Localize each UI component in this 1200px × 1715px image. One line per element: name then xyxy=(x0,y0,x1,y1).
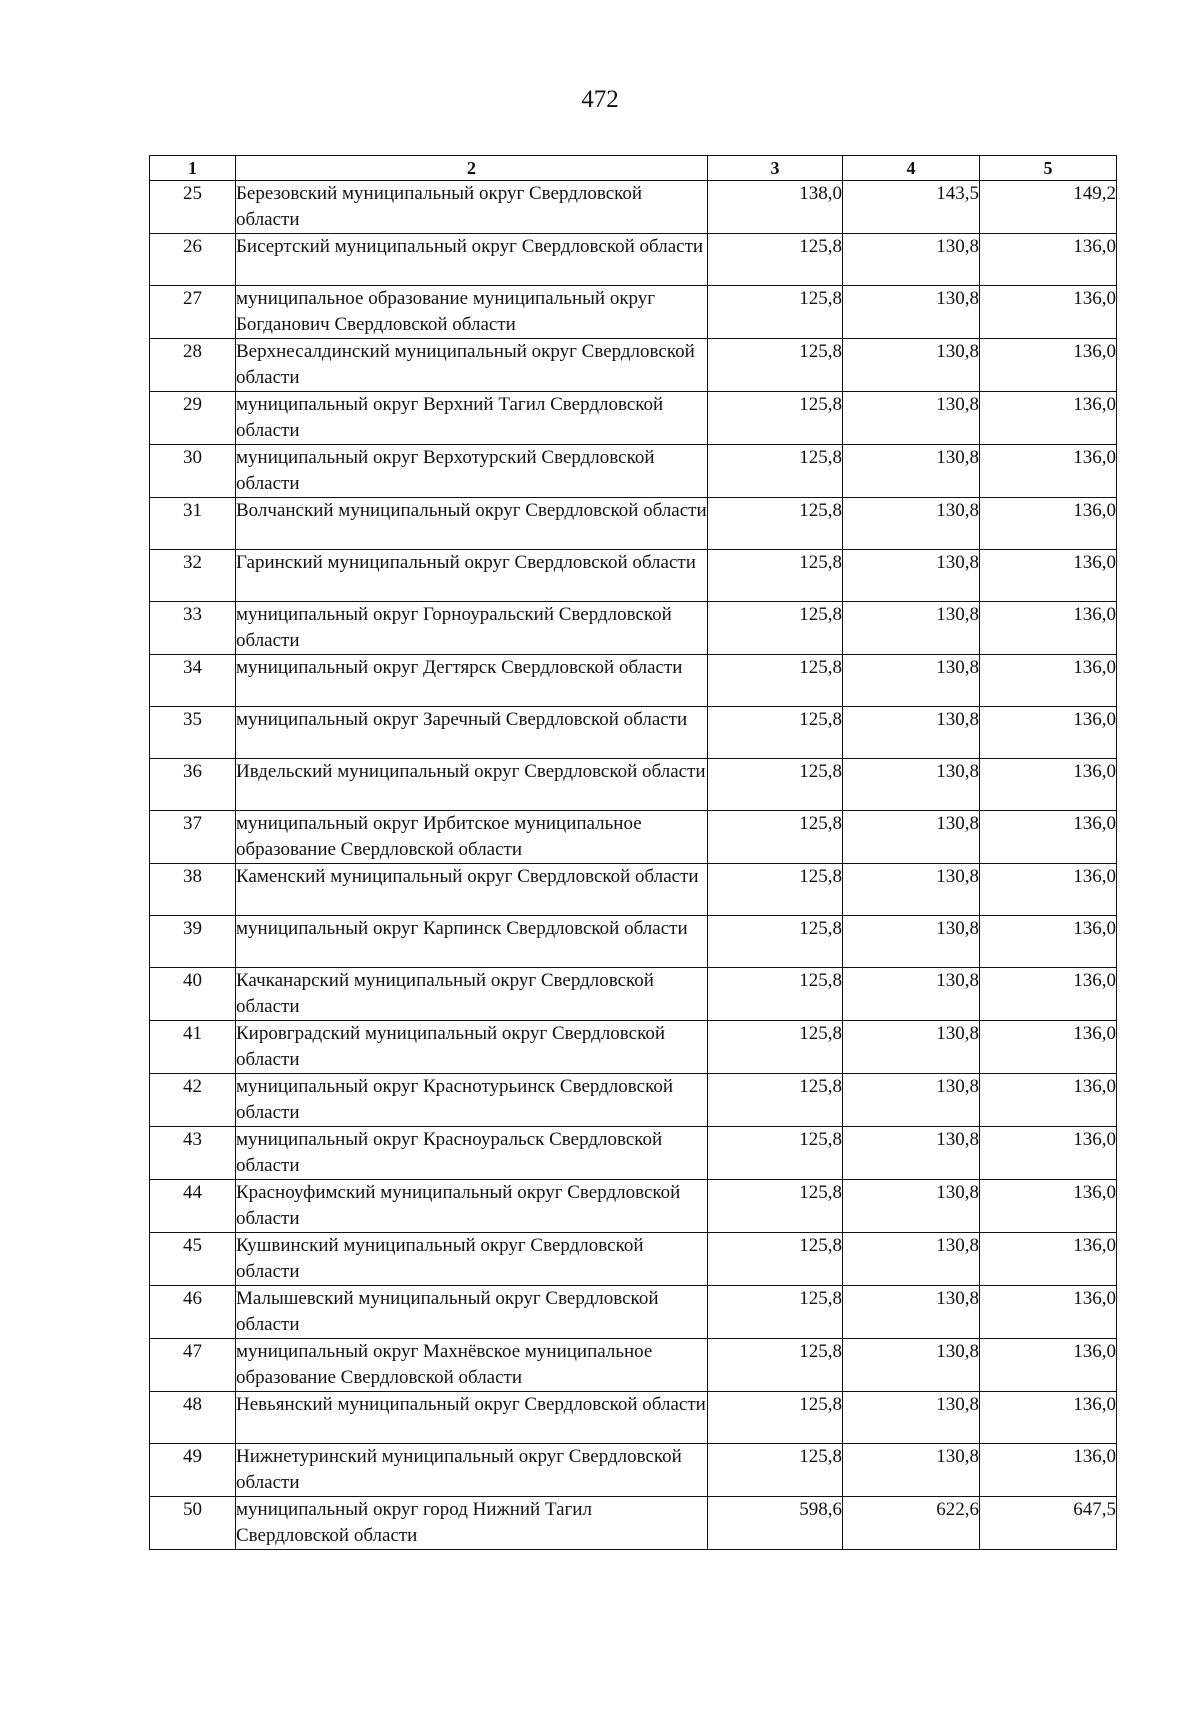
table-row xyxy=(150,602,1117,655)
row-number-cell: 32 xyxy=(150,550,236,602)
row-number-cell: 30 xyxy=(150,445,236,498)
municipality-name-cell: Каменский муниципальный округ Свердловской области xyxy=(236,864,708,916)
value-cell-col5: 136,0 xyxy=(980,445,1117,498)
value-cell-col4: 130,8 xyxy=(843,811,980,864)
row-number-cell: 37 xyxy=(150,811,236,864)
table-row xyxy=(150,445,1117,498)
value-cell-col5: 136,0 xyxy=(980,1339,1117,1392)
value-cell-col4: 130,8 xyxy=(843,498,980,550)
municipality-name-cell: Бисертский муниципальный округ Свердловской области xyxy=(236,234,708,286)
table-row xyxy=(150,1074,1117,1127)
value-cell-col5: 136,0 xyxy=(980,1180,1117,1233)
municipality-name-cell: муниципальный округ Махнёвское муниципальное образование Свердловской области xyxy=(236,1339,708,1392)
value-cell-col5: 136,0 xyxy=(980,759,1117,811)
value-cell-col4: 130,8 xyxy=(843,339,980,392)
municipality-name-cell: муниципальный округ Краснотурьинск Свердловской области xyxy=(236,1074,708,1127)
value-cell-col5: 136,0 xyxy=(980,707,1117,759)
row-number-cell: 50 xyxy=(150,1497,236,1550)
value-cell-col5: 136,0 xyxy=(980,1021,1117,1074)
row-number-cell: 36 xyxy=(150,759,236,811)
value-cell-col5: 136,0 xyxy=(980,392,1117,445)
row-number-cell: 38 xyxy=(150,864,236,916)
value-cell-col3: 125,8 xyxy=(708,498,843,550)
table-row xyxy=(150,234,1117,286)
value-cell-col5: 136,0 xyxy=(980,1286,1117,1339)
row-number-cell: 41 xyxy=(150,1021,236,1074)
municipality-name-cell: Красноуфимский муниципальный округ Свердловской области xyxy=(236,1180,708,1233)
municipality-name-cell: Волчанский муниципальный округ Свердловской области xyxy=(236,498,708,550)
value-cell-col3: 125,8 xyxy=(708,1074,843,1127)
row-number-cell: 26 xyxy=(150,234,236,286)
municipality-name-cell: муниципальный округ Ирбитское муниципальное образование Свердловской области xyxy=(236,811,708,864)
table-row xyxy=(150,339,1117,392)
value-cell-col5: 136,0 xyxy=(980,1074,1117,1127)
value-cell-col3: 125,8 xyxy=(708,1021,843,1074)
value-cell-col4: 130,8 xyxy=(843,234,980,286)
value-cell-col3: 125,8 xyxy=(708,286,843,339)
table-row xyxy=(150,811,1117,864)
row-number-cell: 46 xyxy=(150,1286,236,1339)
value-cell-col4: 130,8 xyxy=(843,759,980,811)
header-cell: 1 xyxy=(150,156,236,181)
value-cell-col3: 138,0 xyxy=(708,181,843,234)
value-cell-col3: 125,8 xyxy=(708,759,843,811)
row-number-cell: 49 xyxy=(150,1444,236,1497)
municipality-name-cell: Березовский муниципальный округ Свердловской области xyxy=(236,181,708,234)
table-row xyxy=(150,498,1117,550)
table-row xyxy=(150,392,1117,445)
table-row xyxy=(150,707,1117,759)
value-cell-col5: 136,0 xyxy=(980,1127,1117,1180)
value-cell-col3: 125,8 xyxy=(708,811,843,864)
value-cell-col3: 125,8 xyxy=(708,445,843,498)
row-number-cell: 34 xyxy=(150,655,236,707)
value-cell-col5: 136,0 xyxy=(980,968,1117,1021)
value-cell-col4: 130,8 xyxy=(843,1021,980,1074)
row-number-cell: 35 xyxy=(150,707,236,759)
value-cell-col4: 130,8 xyxy=(843,1339,980,1392)
value-cell-col3: 125,8 xyxy=(708,707,843,759)
row-number-cell: 40 xyxy=(150,968,236,1021)
value-cell-col4: 130,8 xyxy=(843,968,980,1021)
value-cell-col4: 130,8 xyxy=(843,655,980,707)
municipality-name-cell: муниципальный округ Горноуральский Свердловской области xyxy=(236,602,708,655)
table-row xyxy=(150,1180,1117,1233)
value-cell-col4: 130,8 xyxy=(843,707,980,759)
header-cell: 2 xyxy=(236,156,708,181)
table-row xyxy=(150,916,1117,968)
row-number-cell: 25 xyxy=(150,181,236,234)
value-cell-col5: 136,0 xyxy=(980,602,1117,655)
municipality-name-cell: Ивдельский муниципальный округ Свердловской области xyxy=(236,759,708,811)
value-cell-col4: 130,8 xyxy=(843,602,980,655)
value-cell-col5: 136,0 xyxy=(980,498,1117,550)
municipality-name-cell: муниципальный округ Верхний Тагил Свердловской области xyxy=(236,392,708,445)
table-row xyxy=(150,1339,1117,1392)
table-row xyxy=(150,1286,1117,1339)
value-cell-col4: 130,8 xyxy=(843,1127,980,1180)
value-cell-col3: 125,8 xyxy=(708,1392,843,1444)
page-number: 472 xyxy=(581,86,619,113)
value-cell-col3: 125,8 xyxy=(708,550,843,602)
row-number-cell: 31 xyxy=(150,498,236,550)
value-cell-col3: 125,8 xyxy=(708,392,843,445)
table-body xyxy=(150,181,1117,1550)
municipality-name-cell: Качканарский муниципальный округ Свердловской области xyxy=(236,968,708,1021)
municipality-name-cell: муниципальный округ город Нижний Тагил Свердловской области xyxy=(236,1497,708,1550)
value-cell-col3: 125,8 xyxy=(708,234,843,286)
municipality-name-cell: Верхнесалдинский муниципальный округ Свердловской области xyxy=(236,339,708,392)
municipality-name-cell: муниципальное образование муниципальный округ Богданович Свердловской области xyxy=(236,286,708,339)
value-cell-col4: 130,8 xyxy=(843,392,980,445)
value-cell-col3: 125,8 xyxy=(708,1286,843,1339)
row-number-cell: 29 xyxy=(150,392,236,445)
value-cell-col3: 125,8 xyxy=(708,916,843,968)
table-row xyxy=(150,1497,1117,1550)
table-row xyxy=(150,1444,1117,1497)
value-cell-col5: 136,0 xyxy=(980,286,1117,339)
municipality-name-cell: Гаринский муниципальный округ Свердловской области xyxy=(236,550,708,602)
municipality-name-cell: Кировградский муниципальный округ Свердловской области xyxy=(236,1021,708,1074)
row-number-cell: 39 xyxy=(150,916,236,968)
value-cell-col3: 125,8 xyxy=(708,1339,843,1392)
value-cell-col4: 143,5 xyxy=(843,181,980,234)
row-number-cell: 48 xyxy=(150,1392,236,1444)
row-number-cell: 43 xyxy=(150,1127,236,1180)
value-cell-col3: 125,8 xyxy=(708,1180,843,1233)
municipality-name-cell: муниципальный округ Дегтярск Свердловской области xyxy=(236,655,708,707)
row-number-cell: 47 xyxy=(150,1339,236,1392)
table-row xyxy=(150,655,1117,707)
municipality-name-cell: муниципальный округ Заречный Свердловской области xyxy=(236,707,708,759)
header-cell: 4 xyxy=(843,156,980,181)
value-cell-col3: 125,8 xyxy=(708,968,843,1021)
value-cell-col4: 622,6 xyxy=(843,1497,980,1550)
municipality-name-cell: муниципальный округ Верхотурский Свердловской области xyxy=(236,445,708,498)
value-cell-col5: 136,0 xyxy=(980,339,1117,392)
value-cell-col4: 130,8 xyxy=(843,445,980,498)
row-number-cell: 44 xyxy=(150,1180,236,1233)
table-row xyxy=(150,1021,1117,1074)
value-cell-col3: 598,6 xyxy=(708,1497,843,1550)
value-cell-col3: 125,8 xyxy=(708,864,843,916)
value-cell-col3: 125,8 xyxy=(708,1127,843,1180)
value-cell-col4: 130,8 xyxy=(843,1233,980,1286)
value-cell-col5: 149,2 xyxy=(980,181,1117,234)
table-row xyxy=(150,286,1117,339)
value-cell-col5: 136,0 xyxy=(980,864,1117,916)
table-row xyxy=(150,968,1117,1021)
row-number-cell: 33 xyxy=(150,602,236,655)
municipality-name-cell: Невьянский муниципальный округ Свердловской области xyxy=(236,1392,708,1444)
municipality-name-cell: Кушвинский муниципальный округ Свердловской области xyxy=(236,1233,708,1286)
value-cell-col4: 130,8 xyxy=(843,864,980,916)
value-cell-col5: 136,0 xyxy=(980,1444,1117,1497)
value-cell-col5: 136,0 xyxy=(980,916,1117,968)
value-cell-col3: 125,8 xyxy=(708,1444,843,1497)
table-row xyxy=(150,1392,1117,1444)
row-number-cell: 45 xyxy=(150,1233,236,1286)
value-cell-col3: 125,8 xyxy=(708,655,843,707)
row-number-cell: 42 xyxy=(150,1074,236,1127)
value-cell-col4: 130,8 xyxy=(843,1286,980,1339)
row-number-cell: 27 xyxy=(150,286,236,339)
municipality-name-cell: Нижнетуринский муниципальный округ Свердловской области xyxy=(236,1444,708,1497)
value-cell-col3: 125,8 xyxy=(708,1233,843,1286)
value-cell-col3: 125,8 xyxy=(708,339,843,392)
value-cell-col4: 130,8 xyxy=(843,1444,980,1497)
value-cell-col5: 136,0 xyxy=(980,234,1117,286)
municipality-name-cell: Малышевский муниципальный округ Свердловской области xyxy=(236,1286,708,1339)
value-cell-col5: 647,5 xyxy=(980,1497,1117,1550)
value-cell-col5: 136,0 xyxy=(980,811,1117,864)
municipality-name-cell: муниципальный округ Красноуральск Свердловской области xyxy=(236,1127,708,1180)
data-table xyxy=(149,155,1117,1550)
table-row xyxy=(150,550,1117,602)
value-cell-col4: 130,8 xyxy=(843,916,980,968)
header-cell: 5 xyxy=(980,156,1117,181)
table-row xyxy=(150,1233,1117,1286)
table-row xyxy=(150,759,1117,811)
header-cell: 3 xyxy=(708,156,843,181)
value-cell-col5: 136,0 xyxy=(980,1233,1117,1286)
value-cell-col4: 130,8 xyxy=(843,286,980,339)
table-row xyxy=(150,181,1117,234)
value-cell-col4: 130,8 xyxy=(843,1392,980,1444)
row-number-cell: 28 xyxy=(150,339,236,392)
municipality-name-cell: муниципальный округ Карпинск Свердловской области xyxy=(236,916,708,968)
value-cell-col5: 136,0 xyxy=(980,1392,1117,1444)
value-cell-col3: 125,8 xyxy=(708,602,843,655)
value-cell-col4: 130,8 xyxy=(843,550,980,602)
value-cell-col5: 136,0 xyxy=(980,655,1117,707)
table-row xyxy=(150,1127,1117,1180)
value-cell-col5: 136,0 xyxy=(980,550,1117,602)
value-cell-col4: 130,8 xyxy=(843,1074,980,1127)
table-row xyxy=(150,864,1117,916)
header-row xyxy=(150,156,1117,181)
value-cell-col4: 130,8 xyxy=(843,1180,980,1233)
